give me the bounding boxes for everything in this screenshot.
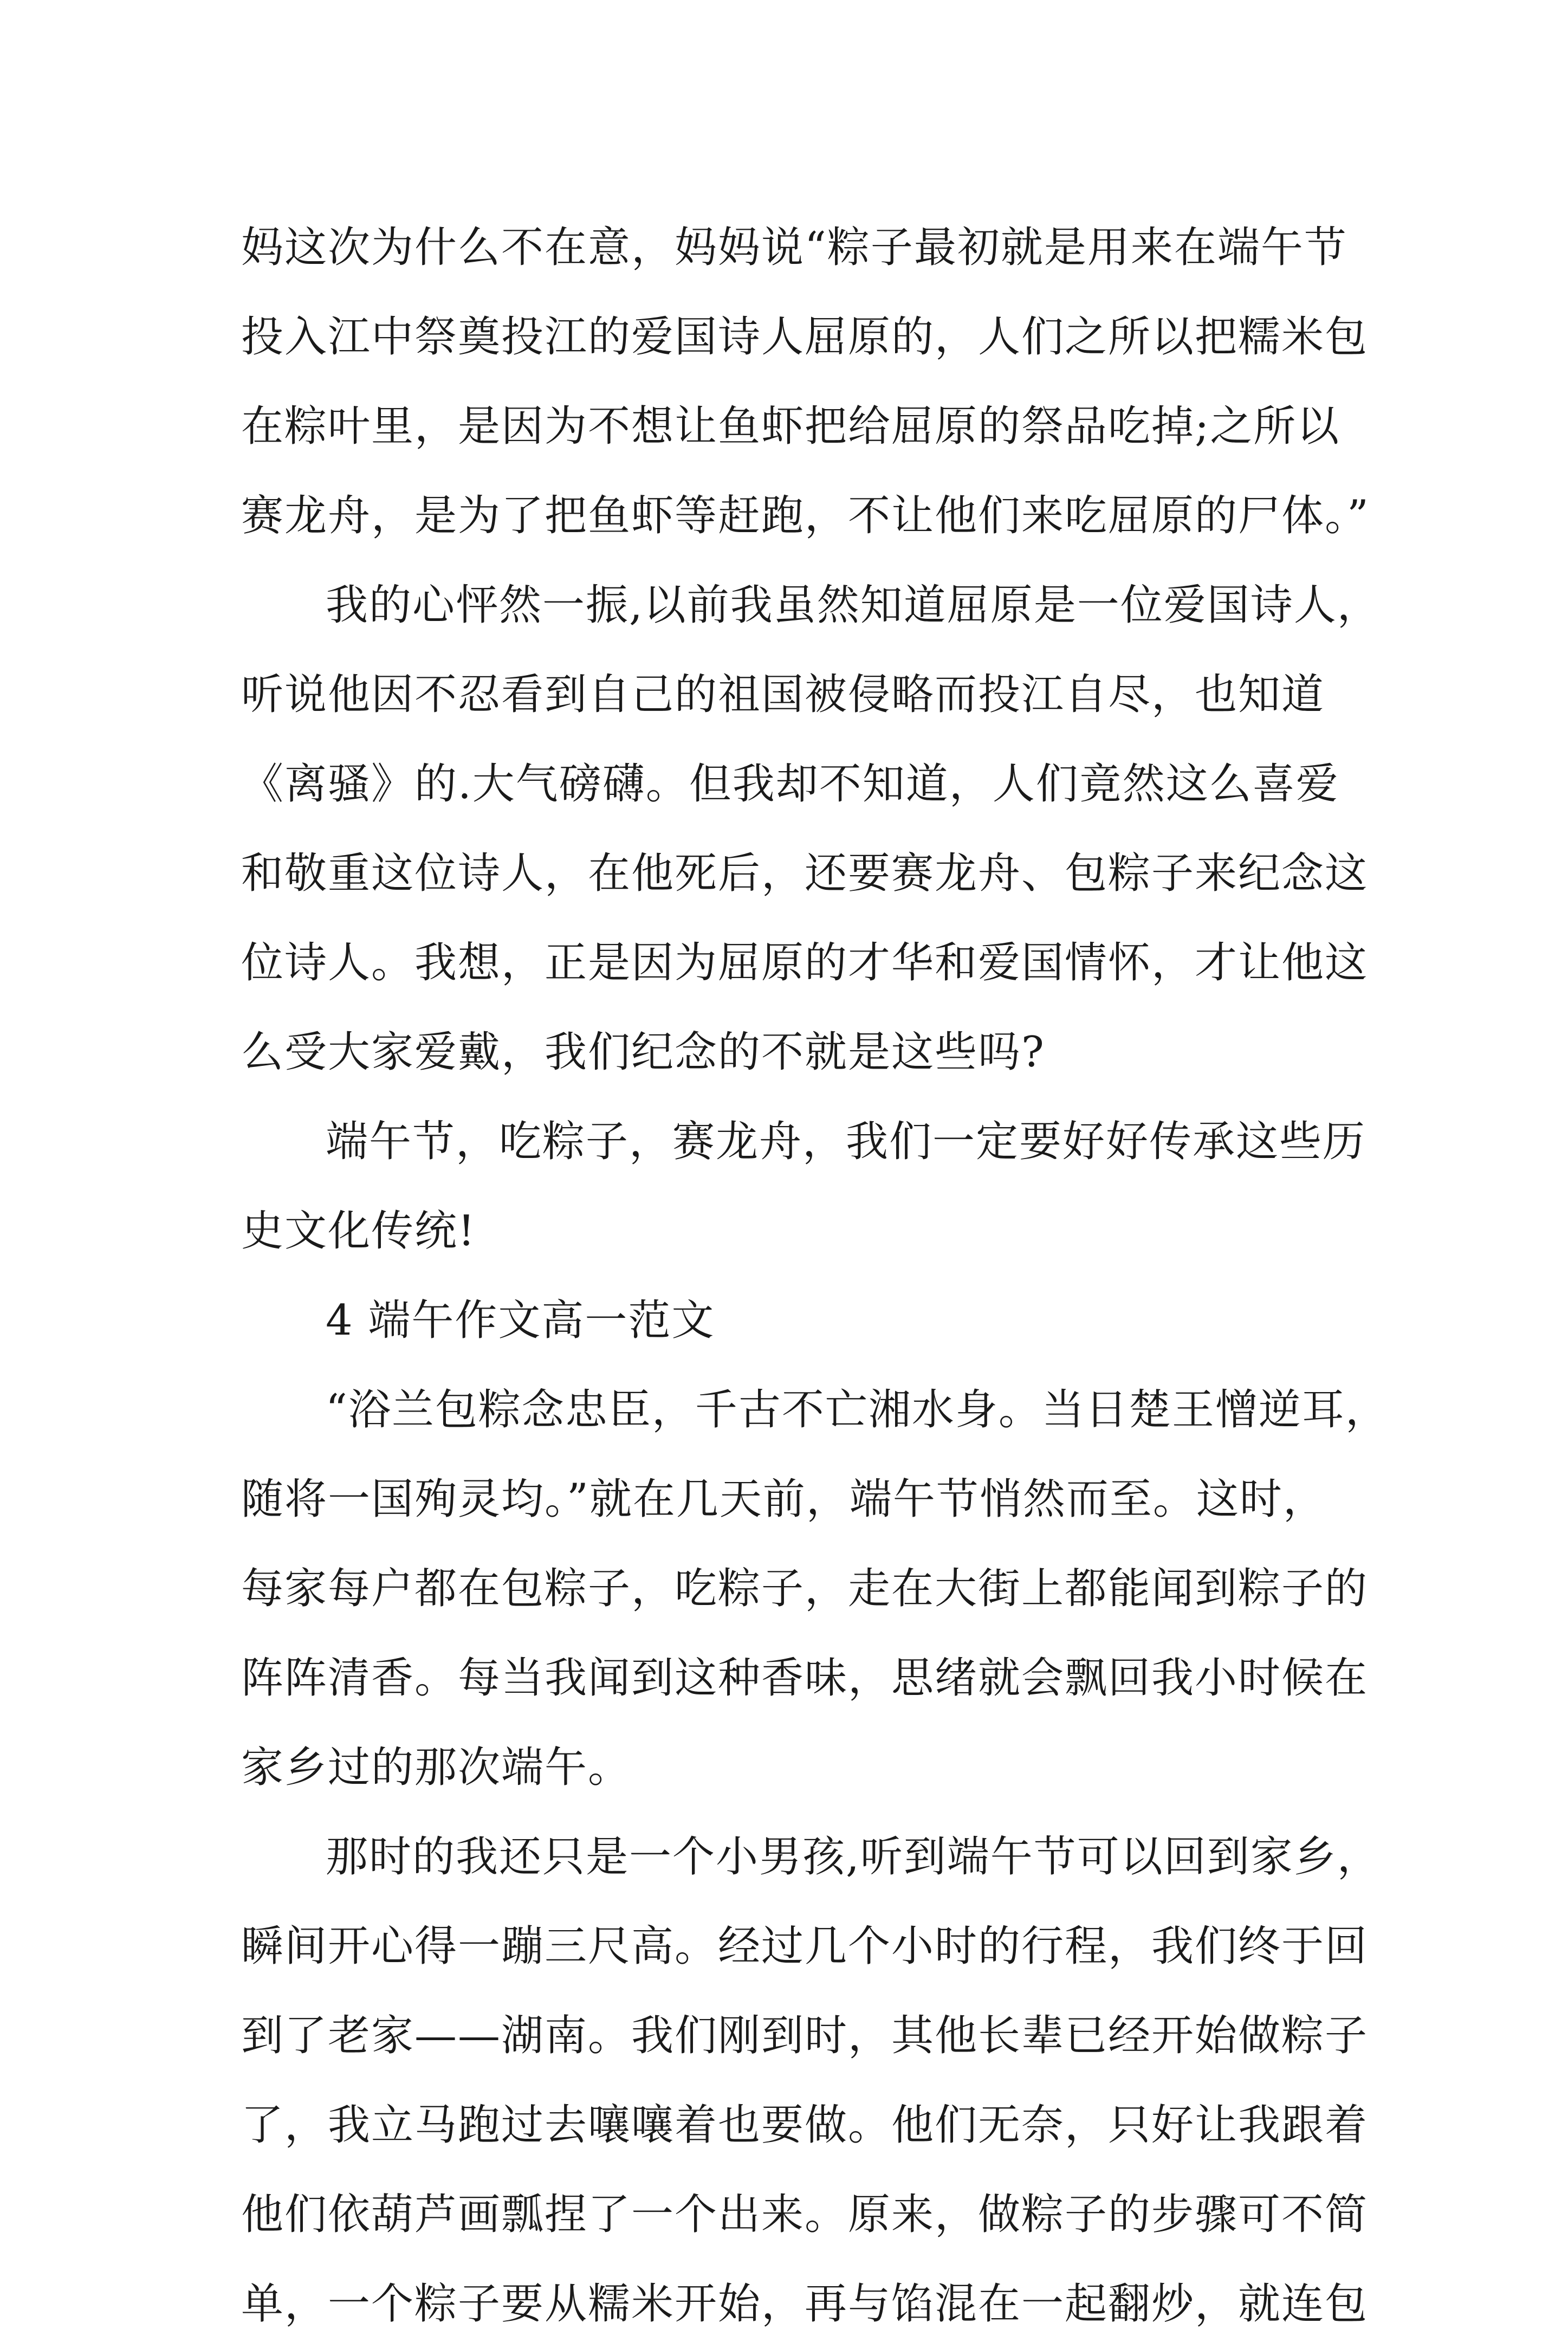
paragraph-first-line: 端午节，吃粽子，赛龙舟，我们一定要好好传承这些历 — [326, 1117, 1366, 1166]
text-line: 听说他因不忍看到自己的祖国被侵略而投江自尽，也知道 — [241, 670, 1325, 719]
paragraph-first-line: “浴兰包粽念忠臣，千古不亡湘水身。当日楚王憎逆耳， — [326, 1386, 1389, 1434]
text-line: 史文化传统! — [241, 1207, 476, 1256]
text-line: 他们依葫芦画瓢捏了一个出来。原来，做粽子的步骤可不简 — [241, 2190, 1369, 2239]
text-line: 位诗人。我想，正是因为屈原的才华和爱国情怀，才让他这 — [241, 939, 1369, 987]
text-line: 么受大家爱戴，我们纪念的不就是这些吗? — [241, 1028, 1045, 1077]
paragraph-first-line: 那时的我还只是一个小男孩,听到端午节可以回到家乡， — [326, 1833, 1381, 1881]
text-line: 投入江中祭奠投江的爱国诗人屈原的，人们之所以把糯米包 — [241, 313, 1369, 361]
text-line: 《离骚》的.大气磅礴。但我却不知道，人们竟然这么喜爱 — [241, 760, 1339, 808]
text-line: 了，我立马跑过去嚷嚷着也要做。他们无奈，只好让我跟着 — [241, 2101, 1369, 2150]
paragraph-first-line: 我的心怦然一振,以前我虽然知道屈原是一位爱国诗人， — [326, 581, 1381, 630]
text-line: 阵阵清香。每当我闻到这种香味，思绪就会飘回我小时候在 — [241, 1654, 1369, 1703]
text-line: 和敬重这位诗人，在他死后，还要赛龙舟、包粽子来纪念这 — [241, 849, 1369, 898]
text-line: 单，一个粽子要从糯米开始，再与馅混在一起翻炒，就连包 — [241, 2280, 1369, 2328]
text-line: 每家每户都在包粽子，吃粽子，走在大街上都能闻到粽子的 — [241, 1564, 1369, 1613]
text-line: 到了老家——湖南。我们刚到时，其他长辈已经开始做粽子 — [241, 2011, 1369, 2060]
text-line: 家乡过的那次端午。 — [241, 1743, 632, 1792]
text-line: 瞬间开心得一蹦三尺高。经过几个小时的行程，我们终于回 — [241, 1922, 1369, 1971]
text-line: 妈这次为什么不在意，妈妈说“粽子最初就是用来在端午节 — [241, 223, 1347, 272]
text-line: 随将一国殉灵均。”就在几天前，端午节悄然而至。这时， — [241, 1475, 1326, 1524]
text-line: 在粽叶里，是因为不想让鱼虾把给屈原的祭品吃掉;之所以 — [241, 402, 1340, 451]
text-line: 赛龙舟，是为了把鱼虾等赶跑，不让他们来吃屈原的尸体。” — [241, 491, 1370, 540]
section-heading: 4 端午作文高一范文 — [326, 1296, 715, 1345]
document-body — [241, 203, 1389, 2349]
